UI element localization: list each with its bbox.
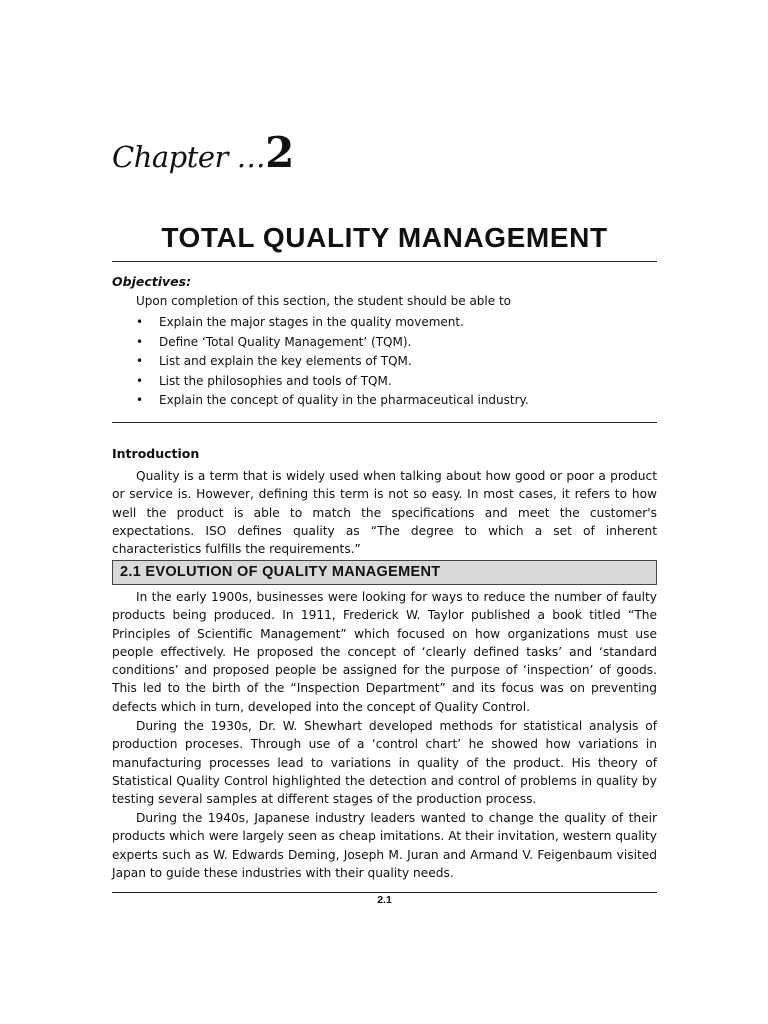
- introduction-paragraph: Quality is a term that is widely used when talking about how good or poor a product or service is. However, defining this term is not so easy. In most cases, it refers to how well the product is able to match the specifications and meet the customer's expectations. ISO defines quality as “The degree to which a set of inherent characteristics fulfills the requirements.”: [112, 469, 657, 557]
- chapter-label: Chapter …: [112, 140, 266, 174]
- list-item: • Explain the concept of quality in the pharmaceutical industry.: [136, 391, 529, 411]
- list-item: • Explain the major stages in the quality movement.: [136, 313, 529, 333]
- objectives-label: Objectives:: [112, 274, 192, 289]
- bullet-icon: •: [136, 393, 144, 407]
- bullet-icon: •: [136, 373, 144, 388]
- bullet-icon: •: [136, 354, 144, 368]
- list-item: • List and explain the key elements of TQM.: [136, 352, 529, 372]
- list-item: • List the philosophies and tools of TQM.: [136, 372, 529, 392]
- section-paragraph-2: During the 1930s, Dr. W. Shewhart developed methods for statistical analysis of production proceses. Through use of a ‘control chart’ he showed how variations in manufacturing processes lead to variations in quality of the product. His theory of Statistical Quality Control highlighted the detection and control of problems in quality by testing several samples at different stages of the production process.: [112, 719, 657, 807]
- page-title: TOTAL QUALITY MANAGEMENT: [161, 222, 608, 253]
- objectives-divider: [112, 422, 657, 423]
- introduction-heading: Introduction: [112, 446, 200, 461]
- chapter-heading: [112, 128, 294, 177]
- section-heading-box: [112, 560, 657, 585]
- footer-divider: [112, 892, 657, 893]
- objectives-list: [136, 313, 529, 411]
- bullet-icon: •: [136, 315, 144, 329]
- section-heading: 2.1 EVOLUTION OF QUALITY MANAGEMENT: [120, 564, 441, 580]
- bullet-icon: •: [136, 334, 144, 349]
- chapter-number: 2: [265, 128, 295, 177]
- objectives-intro: Upon completion of this section, the student should be able to: [136, 294, 511, 308]
- section-paragraph-1: In the early 1900s, businesses were looking for ways to reduce the number of faulty products being produced. In 1911, Frederick W. Taylor published a book titled “The Principles of Scientific Management” which focused on how organizations must use people effectively. He proposed the concept of ‘clearly defined tasks’ and ‘standard conditions’ and proposed people be assigned for the purpose of ‘inspection’ of goods. This led to the birth of the “Inspection Department” and its focus was on preventing defects which in turn, developed into the concept of Quality Control.: [112, 590, 657, 714]
- title-divider: [112, 261, 657, 262]
- page-number: 2.1: [377, 894, 392, 906]
- list-item: • Define ‘Total Quality Management’ (TQM).: [136, 333, 529, 353]
- section-paragraph-3: During the 1940s, Japanese industry leaders wanted to change the quality of their products which were largely seen as cheap imitations. At their invitation, western quality experts such as W. Edwards Deming, Joseph M. Juran and Armand V. Feigenbaum visited Japan to guide these industries with their quality needs.: [112, 811, 657, 880]
